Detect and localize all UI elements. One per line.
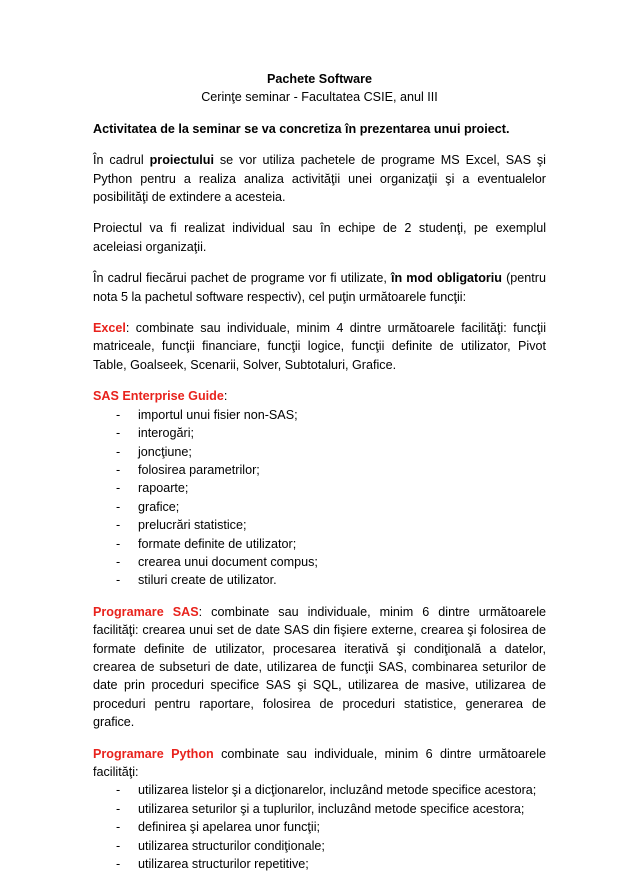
document-subtitle: Cerinţe seminar - Facultatea CSIE, anul III: [201, 90, 438, 105]
list-item: - importul unui fisier non-SAS;: [114, 406, 546, 424]
section-text: combinate sau individuale, minim 6 dintre următoarele facilităţi:: [93, 746, 547, 779]
section-sas-eg: [93, 387, 546, 405]
section-python-programming: [93, 745, 546, 782]
section-colon: :: [223, 389, 228, 404]
list-item: - formate definite de utilizator;: [114, 535, 546, 553]
intro-paragraph: Activitatea de la seminar se va concretiza în prezentarea unui proiect.: [93, 121, 510, 136]
sas-eg-list: [93, 406, 546, 590]
paragraph-teams: Proiectul va fi realizat individual sau în echipe de 2 studenţi, pe exemplul aceleiasi organizaţii.: [93, 221, 546, 254]
list-item: - rapoarte;: [114, 479, 546, 497]
list-item: - utilizarea structurilor condiţionale;: [114, 837, 546, 855]
section-text: : combinate sau individuale, minim 6 dintre următoarele facilităţi: crearea unui set de date SAS din fişiere externe, crearea şi folosirea de formate definite de utilizator, procesarea iterativă şi condiţională a datelor, crearea de subseturi de date, utilizarea de funcţii SAS, combinarea seturilor de date prin proceduri specifice SAS şi SQL, utilizarea de masive, utilizarea de proceduri pentru raportare, folosirea de proceduri statistice, generarea de grafice.: [93, 604, 547, 730]
text-run: (pentru nota 5 la pachetul software respectiv), cel puţin următoarele funcţii:: [93, 271, 546, 304]
text-run: În cadrul fiecărui pachet de programe vor fi utilizate,: [93, 271, 391, 286]
section-excel: [93, 319, 546, 374]
list-item: - folosirea parametrilor;: [114, 461, 546, 479]
section-heading-excel: Excel: [93, 321, 126, 336]
section-heading-sas-eg: SAS Enterprise Guide: [93, 389, 224, 404]
section-heading-sas-programming: Programare SAS: [93, 604, 199, 619]
list-item: - definirea şi apelarea unor funcţii;: [114, 818, 546, 836]
list-item: - grafice;: [114, 498, 546, 516]
text-run: În cadrul: [93, 153, 150, 168]
list-item: - utilizarea seturilor şi a tuplurilor, incluzând metode specifice acestora;: [114, 800, 546, 818]
python-list: [93, 781, 546, 873]
list-item: - interogări;: [114, 424, 546, 442]
list-item: - utilizarea structurilor repetitive;: [114, 855, 546, 873]
section-heading-python-programming: Programare Python: [93, 746, 214, 761]
section-text: : combinate sau individuale, minim 4 dintre următoarele facilităţi: funcţii matriceale, funcţii financiare, funcţii logice, funcţii definite de utilizator, Pivot Table, Goalseek, Scenarii, Solver, Subtotaluri, Grafice.: [93, 321, 546, 372]
list-item: - prelucrări statistice;: [114, 516, 546, 534]
paragraph-project-scope: [93, 151, 546, 206]
list-item: - stiluri create de utilizator.: [114, 571, 546, 589]
bold-run: în mod obligatoriu: [390, 271, 502, 286]
bold-run: proiectului: [149, 153, 214, 168]
list-item: - joncţiune;: [114, 443, 546, 461]
section-sas-programming: [93, 603, 546, 732]
list-item: - crearea unui document compus;: [114, 553, 546, 571]
document-title: Pachete Software: [267, 72, 372, 86]
text-run: se vor utiliza pachetele de programe MS Excel, SAS şi Python pentru a realiza analiza activităţii unei organizaţii şi a eventualelor posibilităţi de extindere a acesteia.: [93, 153, 546, 205]
list-item: - utilizarea listelor şi a dicţionarelor, incluzând metode specifice acestora;: [114, 781, 546, 799]
paragraph-requirements: [93, 269, 546, 306]
